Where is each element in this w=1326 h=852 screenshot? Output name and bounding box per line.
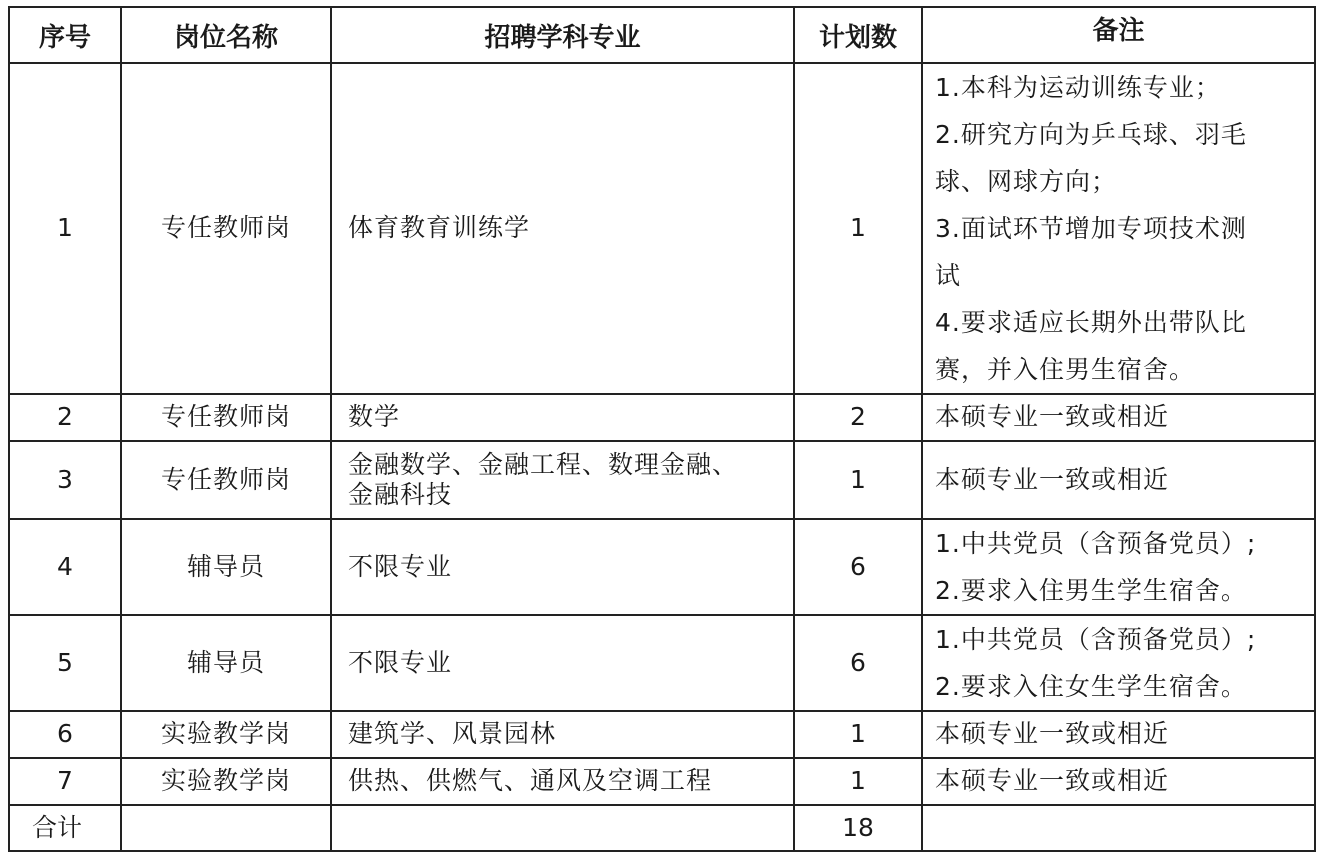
row-major: 体育教育训练学 (331, 63, 794, 394)
row-major: 建筑学、风景园林 (331, 711, 794, 758)
table-row (9, 758, 1315, 805)
row-position: 专任教师岗 (121, 63, 331, 394)
header-position: 岗位名称 (121, 7, 331, 63)
header-index: 序号 (9, 7, 121, 63)
row-plan: 1 (794, 63, 922, 394)
header-note: 备注 (922, 7, 1315, 63)
row-index: 5 (9, 615, 121, 711)
row-position: 实验教学岗 (121, 758, 331, 805)
row-position: 辅导员 (121, 519, 331, 615)
row-plan: 1 (794, 441, 922, 519)
row-plan: 6 (794, 519, 922, 615)
row-plan: 1 (794, 758, 922, 805)
table-row (9, 394, 1315, 441)
row-note: 本硕专业一致或相近 (922, 441, 1315, 519)
total-position-empty (121, 805, 331, 851)
row-note (922, 63, 1315, 394)
header-major: 招聘学科专业 (331, 7, 794, 63)
row-index: 7 (9, 758, 121, 805)
row-plan: 1 (794, 711, 922, 758)
row-note (922, 615, 1315, 711)
row-position: 专任教师岗 (121, 394, 331, 441)
row-index: 1 (9, 63, 121, 394)
note-line: 3.面试环节增加专项技术测 (935, 214, 1247, 243)
row-note (922, 519, 1315, 615)
header-row (9, 7, 1315, 63)
note-line: 赛，并入住男生宿舍。 (935, 355, 1196, 384)
table-row (9, 615, 1315, 711)
major-line: 金融科技 (348, 480, 453, 509)
header-plan: 计划数 (794, 7, 922, 63)
total-label: 合计 (9, 805, 121, 851)
note-line: 2.要求入住男生学生宿舍。 (935, 576, 1247, 605)
table-row (9, 63, 1315, 394)
row-index: 3 (9, 441, 121, 519)
row-major: 数学 (331, 394, 794, 441)
table-row (9, 711, 1315, 758)
note-line: 1.中共党员（含预备党员）; (935, 625, 1257, 654)
total-row (9, 805, 1315, 851)
row-plan: 2 (794, 394, 922, 441)
row-plan: 6 (794, 615, 922, 711)
row-note: 本硕专业一致或相近 (922, 758, 1315, 805)
total-major-empty (331, 805, 794, 851)
total-plan: 18 (794, 805, 922, 851)
table-row (9, 441, 1315, 519)
row-index: 6 (9, 711, 121, 758)
note-line: 4.要求适应长期外出带队比 (935, 308, 1247, 337)
note-line: 试 (935, 261, 962, 290)
row-major: 不限专业 (331, 615, 794, 711)
note-line: 球、网球方向； (935, 167, 1118, 196)
note-line: 1.本科为运动训练专业； (935, 73, 1221, 102)
row-major (331, 441, 794, 519)
table-row (9, 519, 1315, 615)
row-note: 本硕专业一致或相近 (922, 711, 1315, 758)
row-major: 供热、供燃气、通风及空调工程 (331, 758, 794, 805)
note-line: 2.要求入住女生学生宿舍。 (935, 672, 1247, 701)
row-position: 实验教学岗 (121, 711, 331, 758)
row-major: 不限专业 (331, 519, 794, 615)
recruitment-table (8, 6, 1316, 852)
note-line: 1.中共党员（含预备党员）; (935, 529, 1257, 558)
row-note: 本硕专业一致或相近 (922, 394, 1315, 441)
major-line: 金融数学、金融工程、数理金融、 (348, 449, 739, 479)
row-position: 专任教师岗 (121, 441, 331, 519)
note-line: 2.研究方向为乒乓球、羽毛 (935, 120, 1247, 149)
row-index: 2 (9, 394, 121, 441)
row-index: 4 (9, 519, 121, 615)
row-position: 辅导员 (121, 615, 331, 711)
total-note-empty (922, 805, 1315, 851)
